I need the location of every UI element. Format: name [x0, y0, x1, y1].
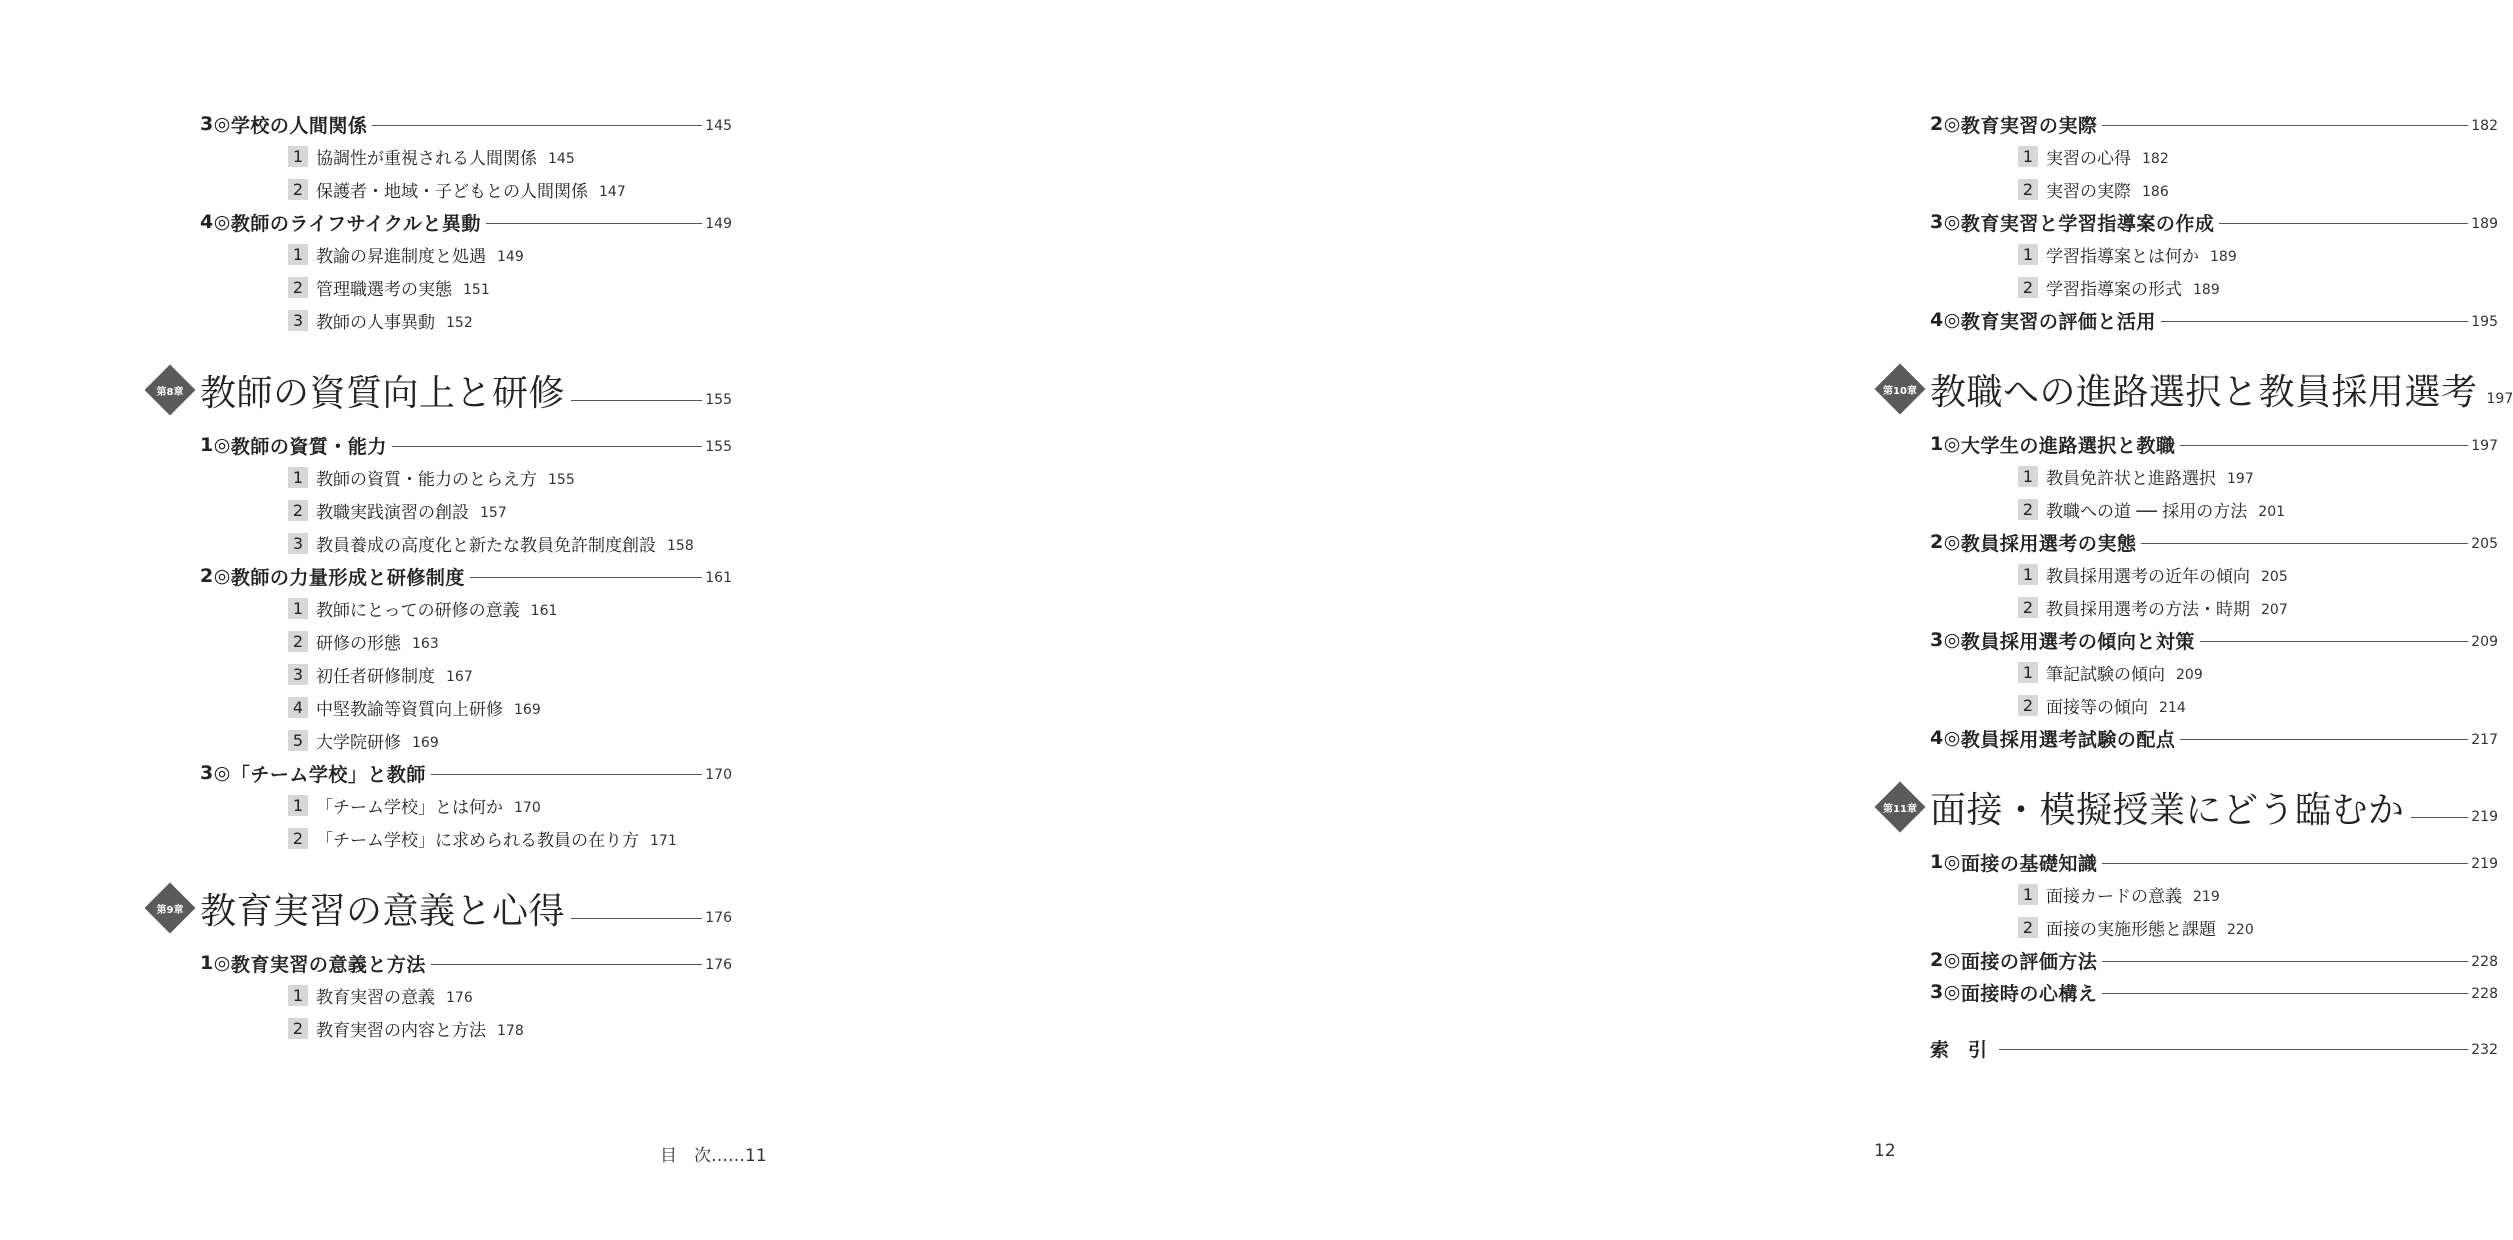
- section-number: 2◎: [200, 565, 231, 587]
- chapter-badge-label: 第11章: [1883, 803, 1917, 815]
- toc-section[interactable]: [1930, 526, 2498, 558]
- toc-chapter[interactable]: [156, 873, 732, 943]
- section-number: 3◎: [1930, 629, 1961, 651]
- right-page: [878, 0, 2513, 1240]
- subsection-title: 中堅教諭等資質向上研修: [316, 700, 503, 720]
- subsection-title: 「チーム学校」とは何か: [316, 798, 503, 818]
- section-number: 2◎: [1930, 531, 1961, 553]
- subsection-number: 3: [288, 533, 308, 554]
- section-title: 教育実習の実際: [1960, 114, 2098, 137]
- leader-line: [1999, 1049, 2468, 1050]
- page-number: 189: [2471, 216, 2498, 232]
- section-title: 教師の力量形成と研修制度: [230, 566, 465, 589]
- subsection-number: 2: [288, 500, 308, 521]
- leader-line: [2161, 321, 2468, 322]
- section-number: 1◎: [200, 434, 231, 456]
- subsection-title: 学習指導案の形式: [2046, 280, 2182, 300]
- chapter-badge-diamond: [145, 365, 195, 415]
- page-number: 147: [599, 183, 626, 200]
- leader-line: [2102, 125, 2468, 126]
- toc-chapter[interactable]: [1883, 772, 2498, 842]
- chapter-badge-label: 第8章: [156, 386, 184, 398]
- section-number: 3◎: [200, 762, 231, 784]
- subsection-title: 研修の形態: [316, 634, 401, 654]
- page-number: 189: [2210, 248, 2237, 265]
- leader-line: [2141, 543, 2468, 544]
- subsection-number: 2: [2018, 277, 2038, 298]
- subsection-title: 教育実習の内容と方法: [316, 1021, 486, 1041]
- leader-line: [571, 918, 702, 919]
- section-number: 1◎: [200, 952, 231, 974]
- subsection-number: 1: [2018, 146, 2038, 167]
- subsection-number: 2: [2018, 179, 2038, 200]
- section-title: 面接時の心構え: [1960, 982, 2098, 1005]
- subsection-title: 管理職選考の実態: [316, 280, 452, 300]
- toc-section[interactable]: [1930, 976, 2498, 1008]
- toc-section[interactable]: [200, 757, 732, 789]
- page-number: 219: [2471, 809, 2498, 825]
- section-title: 学校の人間関係: [230, 114, 368, 137]
- chapter-badge-diamond: [1875, 782, 1925, 832]
- subsection-title: 実習の実際: [2046, 182, 2131, 202]
- page-number: 155: [705, 439, 732, 455]
- subsection-title: 教師の人事異動: [316, 313, 435, 333]
- leader-line: [392, 446, 702, 447]
- section-title: 教育実習と学習指導案の作成: [1960, 212, 2215, 235]
- toc-subsection[interactable]: [1930, 911, 2498, 944]
- subsection-title: 教職実践演習の創設: [316, 503, 469, 523]
- subsection-title: 教員免許状と進路選択: [2046, 469, 2216, 489]
- toc-subsection[interactable]: [200, 724, 732, 757]
- subsection-title: 教員採用選考の方法・時期: [2046, 600, 2250, 620]
- section-title: 大学生の進路選択と教職: [1960, 434, 2176, 457]
- leader-line: [2180, 445, 2468, 446]
- leader-line: [2219, 223, 2468, 224]
- leader-line: [571, 400, 702, 401]
- subsection-title: 教員養成の高度化と新たな教員免許制度創設: [316, 536, 656, 556]
- page-number: 170: [705, 767, 732, 783]
- leader-line: [470, 577, 702, 578]
- toc-subsection[interactable]: [1930, 238, 2498, 271]
- toc-section[interactable]: [1930, 722, 2498, 754]
- page-number: 167: [446, 668, 473, 685]
- subsection-number: 2: [2018, 917, 2038, 938]
- page-number: 209: [2471, 634, 2498, 650]
- page-number: 209: [2176, 666, 2203, 683]
- subsection-number: 5: [288, 730, 308, 751]
- page-number: 207: [2261, 601, 2288, 618]
- leader-line: [486, 223, 702, 224]
- toc-chapter[interactable]: [156, 355, 732, 425]
- section-title: 教育実習の意義と方法: [230, 953, 426, 976]
- page-number: 197: [2471, 438, 2498, 454]
- subsection-number: 1: [288, 795, 308, 816]
- index-title: 索 引: [1930, 1038, 1988, 1061]
- toc-subsection[interactable]: [200, 304, 732, 337]
- toc-subsection[interactable]: [200, 527, 732, 560]
- subsection-number: 3: [288, 310, 308, 331]
- toc-index[interactable]: [1930, 1032, 2498, 1064]
- section-number: 4◎: [200, 211, 231, 233]
- toc-subsection[interactable]: [200, 625, 732, 658]
- subsection-number: 2: [288, 1018, 308, 1039]
- chapter-title: 教師の資質向上と研修: [200, 372, 566, 414]
- page-number: 220: [2227, 921, 2254, 938]
- toc-subsection[interactable]: [200, 140, 732, 173]
- toc-section[interactable]: [200, 108, 732, 140]
- page-number: 201: [2258, 503, 2286, 520]
- section-number: 3◎: [200, 113, 231, 135]
- chapter-title: 面接・模擬授業にどう臨むか: [1930, 789, 2405, 831]
- page-number: 205: [2471, 536, 2498, 552]
- toc-subsection[interactable]: [1930, 878, 2498, 911]
- leader-line: [372, 125, 702, 126]
- toc-subsection[interactable]: [200, 271, 732, 304]
- toc-subsection[interactable]: [1930, 173, 2498, 206]
- section-title: 教育実習の評価と活用: [1960, 310, 2156, 333]
- leader-line: [2102, 863, 2468, 864]
- page-number: 197: [2486, 391, 2513, 407]
- toc-subsection[interactable]: [1930, 558, 2498, 591]
- subsection-title: 教師にとっての研修の意義: [316, 601, 520, 621]
- subsection-title: 教職への道 ── 採用の方法: [2046, 502, 2248, 522]
- page-number: 161: [705, 570, 732, 586]
- subsection-number: 1: [288, 598, 308, 619]
- page-number: 176: [705, 910, 732, 926]
- left-page: [0, 0, 878, 1240]
- chapter-badge-diamond: [1875, 364, 1925, 414]
- toc-section[interactable]: [200, 560, 732, 592]
- subsection-title: 実習の心得: [2046, 149, 2131, 169]
- subsection-number: 1: [2018, 662, 2038, 683]
- subsection-title: 教員採用選考の近年の傾向: [2046, 567, 2250, 587]
- toc-subsection[interactable]: [200, 461, 732, 494]
- page-number: 217: [2471, 732, 2498, 748]
- page-number: 158: [667, 537, 694, 554]
- section-title: 教師の資質・能力: [230, 435, 387, 458]
- page-number: 155: [705, 392, 732, 408]
- subsection-title: 保護者・地域・子どもとの人間関係: [316, 182, 588, 202]
- page-number: 145: [548, 150, 575, 167]
- page-number: 161: [530, 602, 558, 619]
- subsection-number: 1: [288, 985, 308, 1006]
- section-number: 1◎: [1930, 851, 1961, 873]
- toc-chapter[interactable]: [1883, 354, 2513, 424]
- leader-line: [2411, 817, 2469, 818]
- chapter-title: 教職への進路選択と教員採用選考: [1930, 371, 2478, 413]
- page-number: 205: [2261, 568, 2288, 585]
- chapter-badge-diamond: [145, 883, 195, 933]
- chapter-title: 教育実習の意義と心得: [200, 890, 566, 932]
- page-number: 228: [2471, 954, 2498, 970]
- toc-section[interactable]: [1930, 304, 2498, 336]
- toc-subsection[interactable]: [200, 592, 732, 625]
- toc-subsection[interactable]: [1930, 591, 2498, 624]
- page-number: 169: [412, 734, 439, 751]
- section-number: 2◎: [1930, 949, 1961, 971]
- chapter-badge-label: 第10章: [1883, 385, 1917, 397]
- section-title: 教員採用選考の傾向と対策: [1960, 630, 2195, 653]
- subsection-title: 学習指導案とは何か: [2046, 247, 2199, 267]
- toc-subsection[interactable]: [200, 658, 732, 691]
- section-title: 面接の基礎知識: [1960, 852, 2098, 875]
- page-number: 145: [705, 118, 732, 134]
- section-number: 4◎: [1930, 309, 1961, 331]
- section-title: 「チーム学校」と教師: [230, 763, 426, 786]
- toc-section[interactable]: [1930, 944, 2498, 976]
- toc-subsection[interactable]: [200, 238, 732, 271]
- subsection-number: 3: [288, 664, 308, 685]
- page-number: 155: [548, 471, 575, 488]
- page-number: 151: [463, 281, 490, 298]
- page-number: 170: [514, 799, 541, 816]
- toc-subsection[interactable]: [200, 691, 732, 724]
- toc-section[interactable]: [200, 206, 732, 238]
- page-number: 149: [705, 216, 732, 232]
- page-number: 228: [2471, 986, 2498, 1002]
- page-number: 195: [2471, 314, 2498, 330]
- toc-subsection[interactable]: [1930, 140, 2498, 173]
- page-number: 176: [446, 989, 473, 1006]
- section-number: 4◎: [1930, 727, 1961, 749]
- toc-section[interactable]: [1930, 428, 2498, 460]
- page-number: 171: [650, 832, 677, 849]
- section-title: 教師のライフサイクルと異動: [230, 212, 481, 235]
- page-number: 182: [2142, 150, 2169, 167]
- toc-section[interactable]: [1930, 846, 2498, 878]
- subsection-number: 2: [2018, 695, 2038, 716]
- subsection-number: 1: [288, 146, 308, 167]
- subsection-title: 教育実習の意義: [316, 988, 435, 1008]
- section-title: 面接の評価方法: [1960, 950, 2098, 973]
- toc-column-right: [1883, 108, 2513, 1064]
- subsection-title: 大学院研修: [316, 733, 401, 753]
- toc-column-left: [156, 108, 732, 1045]
- toc-section[interactable]: [1930, 624, 2498, 656]
- page-number: 169: [514, 701, 541, 718]
- toc-subsection[interactable]: [200, 1012, 732, 1045]
- page-number: 197: [2227, 470, 2254, 487]
- subsection-title: 初任者研修制度: [316, 667, 435, 687]
- section-number: 2◎: [1930, 113, 1961, 135]
- toc-section[interactable]: [1930, 108, 2498, 140]
- toc-section[interactable]: [1930, 206, 2498, 238]
- subsection-number: 2: [2018, 597, 2038, 618]
- subsection-number: 1: [288, 244, 308, 265]
- toc-section[interactable]: [200, 429, 732, 461]
- section-title: 教員採用選考試験の配点: [1960, 728, 2176, 751]
- toc-subsection[interactable]: [200, 979, 732, 1012]
- toc-subsection[interactable]: [1930, 656, 2498, 689]
- subsection-number: 1: [2018, 244, 2038, 265]
- page-folio: 目 次……11: [660, 1146, 767, 1166]
- toc-subsection[interactable]: [1930, 493, 2498, 526]
- leader-line: [2102, 993, 2468, 994]
- subsection-title: 教師の資質・能力のとらえ方: [316, 470, 537, 490]
- toc-subsection[interactable]: [1930, 689, 2498, 722]
- toc-subsection[interactable]: [200, 822, 732, 855]
- page-number: 232: [2471, 1042, 2498, 1058]
- page-number: 219: [2193, 888, 2220, 905]
- page-number: 157: [480, 504, 507, 521]
- section-number: 1◎: [1930, 433, 1961, 455]
- subsection-number: 1: [288, 467, 308, 488]
- subsection-title: 協調性が重視される人間関係: [316, 149, 537, 169]
- chapter-badge-label: 第9章: [156, 904, 184, 916]
- page-number: 178: [497, 1022, 524, 1039]
- toc-subsection[interactable]: [1930, 460, 2498, 493]
- subsection-number: 1: [2018, 466, 2038, 487]
- subsection-number: 2: [288, 631, 308, 652]
- toc-subsection[interactable]: [200, 494, 732, 527]
- leader-line: [2200, 641, 2468, 642]
- page-number: 176: [705, 957, 732, 973]
- section-number: 3◎: [1930, 981, 1961, 1003]
- subsection-title: 教諭の昇進制度と処遇: [316, 247, 486, 267]
- subsection-title: 筆記試験の傾向: [2046, 665, 2165, 685]
- leader-line: [2180, 739, 2468, 740]
- page-number: 186: [2142, 183, 2169, 200]
- toc-subsection[interactable]: [200, 173, 732, 206]
- subsection-number: 1: [2018, 564, 2038, 585]
- subsection-number: 2: [2018, 499, 2038, 520]
- page-number: 182: [2471, 118, 2498, 134]
- toc-subsection[interactable]: [1930, 271, 2498, 304]
- subsection-number: 4: [288, 697, 308, 718]
- page-number: 152: [446, 314, 473, 331]
- page-number: 214: [2159, 699, 2186, 716]
- subsection-title: 面接の実施形態と課題: [2046, 920, 2216, 940]
- subsection-number: 2: [288, 277, 308, 298]
- subsection-title: 「チーム学校」に求められる教員の在り方: [316, 831, 639, 851]
- leader-line: [431, 774, 702, 775]
- page-number: 149: [497, 248, 524, 265]
- subsection-title: 面接等の傾向: [2046, 698, 2148, 718]
- subsection-number: 2: [288, 179, 308, 200]
- page-number: 163: [412, 635, 439, 652]
- page-number: 219: [2471, 856, 2498, 872]
- leader-line: [2102, 961, 2468, 962]
- subsection-number: 2: [288, 828, 308, 849]
- subsection-title: 面接カードの意義: [2046, 887, 2182, 907]
- page-folio: 12: [1874, 1141, 1896, 1161]
- section-title: 教員採用選考の実態: [1960, 532, 2137, 555]
- toc-subsection[interactable]: [200, 789, 732, 822]
- page-number: 189: [2193, 281, 2220, 298]
- section-number: 3◎: [1930, 211, 1961, 233]
- toc-section[interactable]: [200, 947, 732, 979]
- leader-line: [431, 964, 702, 965]
- subsection-number: 1: [2018, 884, 2038, 905]
